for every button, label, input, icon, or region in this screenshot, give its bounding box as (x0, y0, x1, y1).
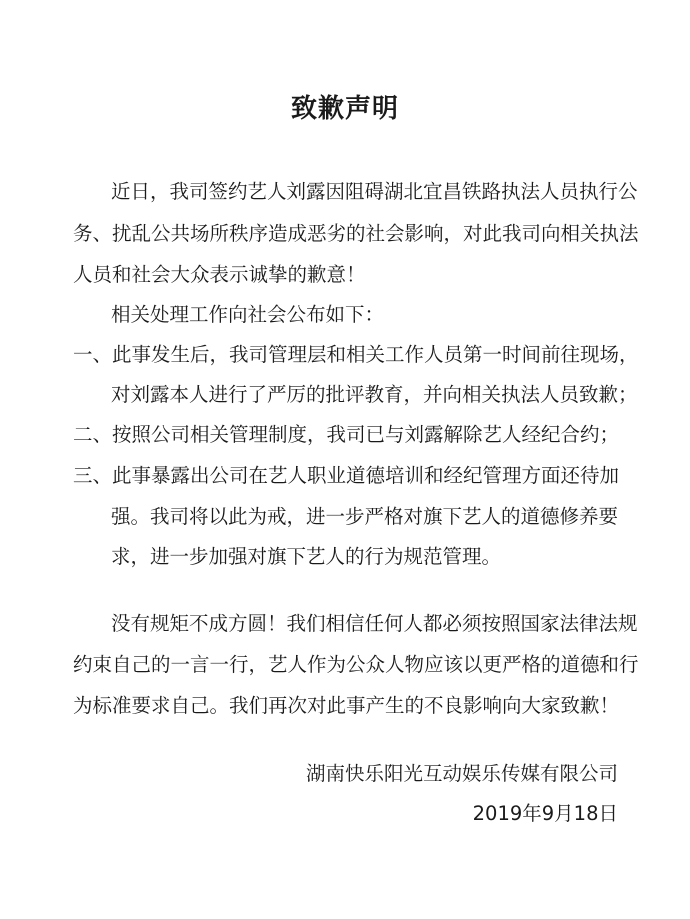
item2-line1: 二、按照公司相关管理制度，我司已与刘露解除艺人经纪合约； (73, 423, 620, 446)
paragraph2-line1: 没有规矩不成方圆！我们相信任何人都必须按照国家法律法规 (111, 612, 638, 635)
paragraph2-line2: 约束自己的一言一行，艺人作为公众人物应该以更严格的道德和行 (73, 653, 639, 676)
company-signature: 湖南快乐阳光互动娱乐传媒有限公司 (305, 762, 618, 785)
document-title: 致歉声明 (290, 94, 399, 124)
item1-line2: 对刘露本人进行了严厉的批评教育，并向相关执法人员致歉； (111, 383, 638, 406)
paragraph1-line1: 近日，我司签约艺人刘露因阻碍湖北宜昌铁路执法人员执行公 (111, 180, 638, 203)
intro-line: 相关处理工作向社会公布如下： (111, 303, 385, 326)
item3-line3: 求，进一步加强对旗下艺人的行为规范管理。 (111, 545, 502, 568)
item1-line1: 一、此事发生后，我司管理层和相关工作人员第一时间前往现场， (73, 343, 639, 366)
item3-line2: 强。我司将以此为戒，进一步严格对旗下艺人的道德修养要 (111, 505, 619, 528)
paragraph1-line2: 务、扰乱公共场所秩序造成恶劣的社会影响，对此我司向相关执法 (73, 222, 639, 245)
signature-date: 2019年9月18日 (472, 802, 618, 825)
item3-line1: 三、此事暴露出公司在艺人职业道德培训和经纪管理方面还待加 (73, 464, 620, 487)
paragraph1-line3: 人员和社会大众表示诚挚的歉意！ (73, 263, 366, 286)
paragraph2-line3: 为标准要求自己。我们再次对此事产生的不良影响向大家致歉！ (73, 694, 620, 717)
